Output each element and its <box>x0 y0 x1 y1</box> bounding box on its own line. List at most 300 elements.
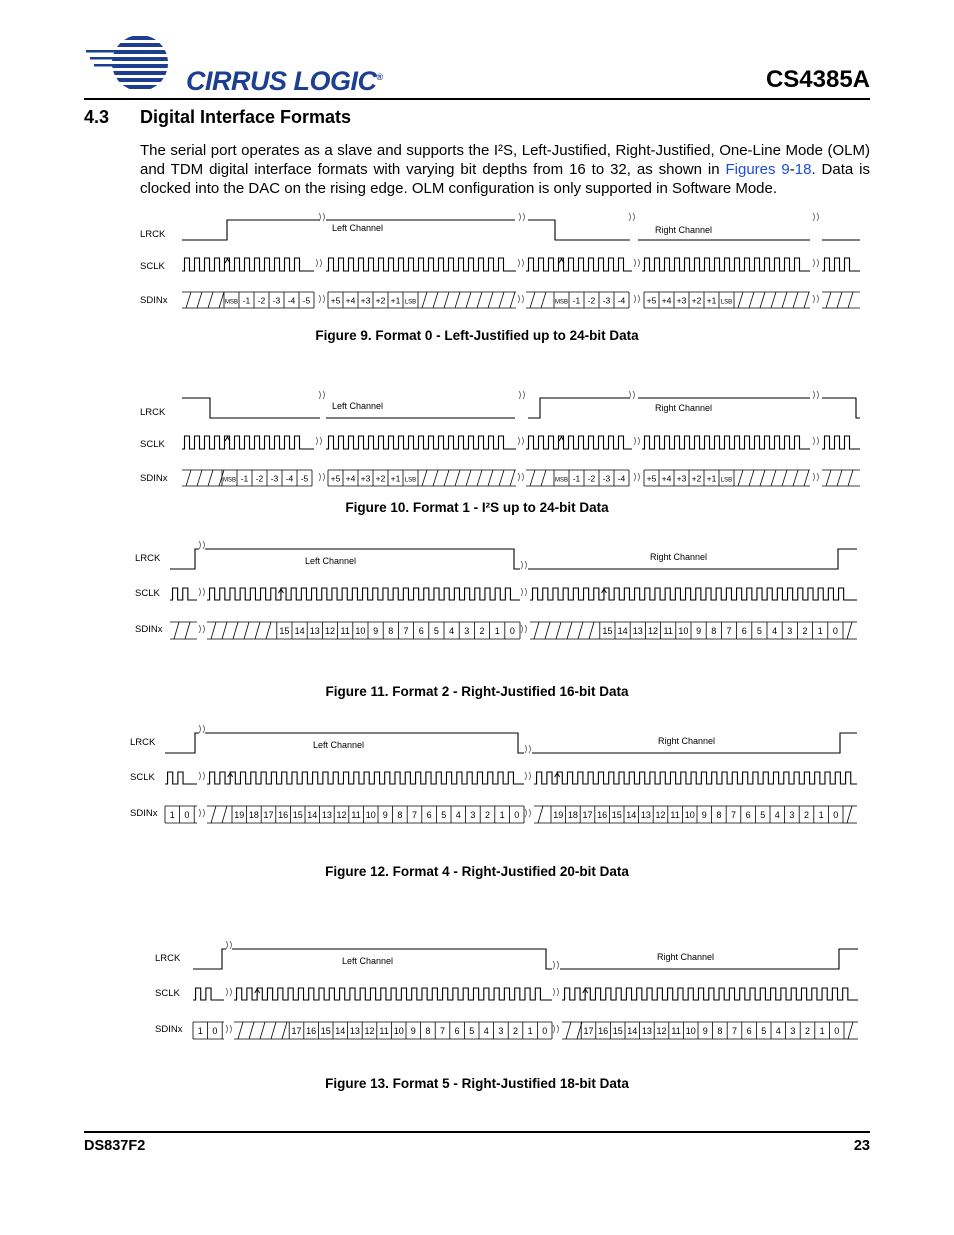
right-channel-label: Right Channel <box>657 952 715 962</box>
dont-care-hatch <box>771 470 776 486</box>
break-mark <box>319 391 325 399</box>
dont-care-hatch <box>545 622 550 639</box>
dont-care-hatch <box>578 622 583 639</box>
data-bit-label: 5 <box>441 810 447 820</box>
data-bit-label: +1 <box>706 473 717 484</box>
data-bit-label: -3 <box>270 473 279 484</box>
part-number: CS4385A <box>765 66 870 93</box>
data-bit-label: +4 <box>345 473 356 484</box>
left-channel-label: Left Channel <box>313 740 365 750</box>
right-channel-label: Right Channel <box>658 736 716 746</box>
sclk-waveform <box>170 588 197 600</box>
break-mark <box>199 772 205 780</box>
break-mark <box>629 213 635 221</box>
sclk-waveform <box>530 588 857 600</box>
data-bit-label: 8 <box>425 1026 431 1036</box>
dont-care-hatch <box>282 1022 287 1039</box>
sclk-waveform <box>822 436 860 449</box>
data-bit-label: 3 <box>470 810 476 820</box>
dont-care-hatch <box>186 470 191 486</box>
figure-11-timing-diagram <box>125 540 870 645</box>
figures-link-end[interactable]: 18 <box>794 161 812 178</box>
data-bit-label: 2 <box>803 810 810 820</box>
data-bit-label: 1 <box>817 626 823 636</box>
lrck-waveform <box>193 949 226 969</box>
data-bit-label: 0 <box>184 810 190 820</box>
data-bit-label: 9 <box>702 1026 708 1036</box>
data-bit-label: 8 <box>711 626 717 636</box>
break-mark <box>525 809 531 817</box>
data-bit-label: +3 <box>676 295 687 306</box>
break-mark <box>553 988 559 996</box>
globe-logo-icon <box>84 34 188 92</box>
dont-care-hatch <box>847 622 852 639</box>
data-bit-label: 7 <box>726 626 732 636</box>
sclk-waveform <box>526 436 632 449</box>
lrck-label: LRCK <box>140 407 166 418</box>
data-bit-label: 17 <box>583 1026 594 1036</box>
data-bit-label: 9 <box>410 1026 416 1036</box>
data-bit-label: 6 <box>426 810 432 820</box>
break-mark <box>634 437 640 445</box>
data-bit-label: 4 <box>483 1026 489 1036</box>
data-bit-label: 0 <box>509 626 515 636</box>
data-bit-label: -1 <box>242 295 251 306</box>
dont-care-hatch <box>422 470 427 486</box>
data-bit-label: 4 <box>449 626 455 636</box>
break-mark <box>553 1025 559 1033</box>
data-bit-label: 12 <box>647 626 659 636</box>
break-mark <box>629 391 635 399</box>
dont-care-hatch <box>260 1022 265 1039</box>
dont-care-hatch <box>422 292 427 308</box>
lrck-label: LRCK <box>135 553 161 564</box>
lrck-waveform <box>528 398 630 418</box>
left-channel-label: Left Channel <box>305 556 357 566</box>
data-bit-label: 3 <box>498 1026 504 1036</box>
data-bit-label: 11 <box>379 1026 389 1036</box>
break-mark <box>518 259 524 267</box>
sclk-label: SCLK <box>130 772 155 783</box>
data-bit-label: 5 <box>756 626 762 636</box>
data-bit-label: -1 <box>240 473 249 484</box>
data-bit-label: 0 <box>834 1026 840 1036</box>
dont-care-hatch <box>589 622 594 639</box>
break-mark <box>226 941 232 949</box>
break-mark <box>319 213 325 221</box>
data-bit-label: 1 <box>818 810 824 820</box>
sclk-label: SCLK <box>135 588 160 599</box>
data-bit-label: 6 <box>746 1026 752 1036</box>
data-bit-label: 3 <box>790 1026 796 1036</box>
paragraph-text-a: The serial port operates as a slave and supports the I²S, Left-Justified, Right-Justified, One-Line Mode (OLM) and TDM digital interface formats with varying bit depths from 16 to 32, as shown in <box>140 142 870 178</box>
data-bit-label: 9 <box>382 810 388 820</box>
dont-care-hatch <box>266 622 271 639</box>
data-bit-label: 1 <box>169 810 175 820</box>
figure-9-caption: Figure 9. Format 0 - Left-Justified up to 24-bit Data <box>315 328 639 343</box>
dont-care-hatch <box>499 292 504 308</box>
data-bit-label: +5 <box>646 295 657 306</box>
data-bit-label: 10 <box>678 626 689 636</box>
data-bit-label: 11 <box>671 1026 681 1036</box>
data-bit-label: 10 <box>684 810 695 820</box>
break-mark <box>199 625 205 633</box>
data-bit-label: 14 <box>626 810 637 820</box>
figure-12-timing-diagram <box>125 724 870 829</box>
data-bit-label: 2 <box>802 626 808 636</box>
data-bit-label: 13 <box>640 810 651 820</box>
break-mark <box>316 259 322 267</box>
document-id: DS837F2 <box>84 1138 146 1154</box>
data-bit-label: 15 <box>279 626 290 636</box>
dont-care-hatch <box>477 470 482 486</box>
data-bit-label: 16 <box>306 1026 317 1036</box>
lrck-waveform <box>170 549 199 569</box>
dont-care-hatch <box>566 1022 571 1039</box>
dont-care-hatch <box>455 292 460 308</box>
data-bit-label: 2 <box>484 810 491 820</box>
dont-care-hatch <box>848 1022 853 1039</box>
break-mark <box>226 1025 232 1033</box>
data-bit-label: 14 <box>294 626 305 636</box>
data-bit-label: 14 <box>617 626 628 636</box>
data-bit-label: 14 <box>335 1026 346 1036</box>
sclk-waveform <box>326 258 516 271</box>
sclk-waveform <box>193 988 224 1000</box>
lrck-label: LRCK <box>130 737 156 748</box>
lrck-waveform <box>205 733 524 753</box>
data-bit-label: 12 <box>324 626 336 636</box>
data-bit-label: 0 <box>514 810 520 820</box>
data-bit-label: 2 <box>479 626 485 636</box>
data-bit-label: 8 <box>716 810 722 820</box>
data-bit-label: 10 <box>393 1026 404 1036</box>
data-bit-label: 16 <box>278 810 289 820</box>
data-bit-label: 17 <box>582 810 593 820</box>
data-bit-label: 11 <box>351 810 361 820</box>
data-bit-label: 13 <box>641 1026 652 1036</box>
dont-care-hatch <box>233 622 238 639</box>
data-bit-label: MSB <box>222 477 237 484</box>
data-bit-label: +1 <box>390 473 401 484</box>
break-mark <box>553 961 559 969</box>
data-bit-label: 8 <box>397 810 403 820</box>
dont-care-hatch <box>738 470 743 486</box>
data-bit-label: 13 <box>349 1026 360 1036</box>
data-bit-label: 15 <box>292 810 303 820</box>
lrck-waveform <box>528 220 630 240</box>
data-bit-label: +3 <box>676 473 687 484</box>
data-bit-label: 5 <box>433 626 439 636</box>
dont-care-hatch <box>793 470 798 486</box>
dont-care-hatch <box>826 292 831 308</box>
dont-care-hatch <box>804 292 809 308</box>
data-bit-label: LSB <box>720 299 733 306</box>
data-bit-label: 12 <box>656 1026 667 1036</box>
dont-care-hatch <box>466 470 471 486</box>
dont-care-hatch <box>466 292 471 308</box>
data-bit-label: 3 <box>464 626 470 636</box>
data-bit-label: 4 <box>775 1026 781 1036</box>
dont-care-hatch <box>208 292 213 308</box>
data-bit-label: -2 <box>257 295 266 306</box>
data-bit-label: 7 <box>439 1026 446 1036</box>
break-mark <box>518 473 524 481</box>
dont-care-hatch <box>208 470 213 486</box>
sclk-waveform <box>526 258 632 271</box>
dont-care-hatch <box>249 1022 254 1039</box>
data-bit-label: 1 <box>527 1026 533 1036</box>
data-bit-label: 5 <box>761 1026 767 1036</box>
break-mark <box>634 295 640 303</box>
right-channel-label: Right Channel <box>655 225 713 235</box>
dont-care-hatch <box>738 292 743 308</box>
data-bit-label: 19 <box>234 810 245 820</box>
lrck-label: LRCK <box>140 229 166 240</box>
data-bit-label: 12 <box>336 810 347 820</box>
lrck-waveform <box>182 220 320 240</box>
sclk-waveform <box>822 258 860 271</box>
dont-care-hatch <box>197 292 202 308</box>
break-mark <box>813 437 819 445</box>
data-bit-label: 0 <box>833 810 839 820</box>
dont-care-hatch <box>848 292 853 308</box>
break-mark <box>199 725 205 733</box>
data-bit-label: -4 <box>285 473 294 484</box>
lrck-waveform <box>205 549 520 569</box>
figures-link-separator: - <box>789 161 795 178</box>
data-bit-label: 13 <box>321 810 332 820</box>
sclk-waveform <box>182 436 314 449</box>
data-bit-label: 1 <box>819 1026 825 1036</box>
footer-rule <box>84 1131 870 1133</box>
sclk-waveform <box>234 988 552 1000</box>
sdin-label: SDINx <box>155 1024 183 1035</box>
left-channel-label: Left Channel <box>332 401 384 411</box>
break-mark <box>199 541 205 549</box>
dont-care-hatch <box>211 622 216 639</box>
break-mark <box>316 437 322 445</box>
dont-care-hatch <box>222 806 227 823</box>
data-bit-label: +3 <box>360 473 371 484</box>
dont-care-hatch <box>538 806 543 823</box>
data-bit-label: 6 <box>741 626 747 636</box>
data-bit-label: 15 <box>612 1026 623 1036</box>
dont-care-hatch <box>510 470 515 486</box>
dont-care-hatch <box>433 292 438 308</box>
left-channel-label: Left Channel <box>342 956 394 966</box>
data-bit-label: MSB <box>554 477 569 484</box>
dont-care-hatch <box>749 292 754 308</box>
data-bit-label: 16 <box>597 810 608 820</box>
break-mark <box>634 473 640 481</box>
data-bit-label: 8 <box>388 626 394 636</box>
brand-wordmark: CIRRUS LOGIC® <box>186 66 383 96</box>
dont-care-hatch <box>444 292 449 308</box>
sclk-waveform <box>207 588 520 600</box>
data-bit-label: 15 <box>602 626 613 636</box>
data-bit-label: 9 <box>696 626 702 636</box>
dont-care-hatch <box>837 292 842 308</box>
lrck-waveform <box>165 733 199 753</box>
brand-name: CIRRUS LOGIC <box>186 66 377 96</box>
break-mark <box>521 588 527 596</box>
data-bit-label: 16 <box>598 1026 609 1036</box>
dont-care-hatch <box>782 292 787 308</box>
data-bit-label: -5 <box>302 295 311 306</box>
data-bit-label: -3 <box>272 295 281 306</box>
data-bit-label: 5 <box>760 810 766 820</box>
data-bit-label: 11 <box>670 810 680 820</box>
break-mark <box>319 473 325 481</box>
data-bit-label: -2 <box>587 473 596 484</box>
dont-care-hatch <box>197 470 202 486</box>
lrck-waveform <box>182 398 320 418</box>
lrck-waveform <box>822 398 860 418</box>
dont-care-hatch <box>541 470 546 486</box>
data-bit-label: 7 <box>730 810 737 820</box>
data-bit-label: 14 <box>307 810 318 820</box>
dont-care-hatch <box>219 292 224 308</box>
dont-care-hatch <box>749 470 754 486</box>
data-bit-label: 17 <box>291 1026 302 1036</box>
data-bit-label: 13 <box>632 626 643 636</box>
data-bit-label: -4 <box>617 473 626 484</box>
data-bit-label: 11 <box>340 626 350 636</box>
dont-care-hatch <box>238 1022 243 1039</box>
break-mark <box>813 391 819 399</box>
dont-care-hatch <box>541 292 546 308</box>
data-bit-label: 9 <box>701 810 707 820</box>
data-bit-label: +2 <box>375 295 386 306</box>
dont-care-hatch <box>826 470 831 486</box>
figure-13-timing-diagram <box>150 940 870 1045</box>
section-title: Digital Interface Formats <box>140 107 352 127</box>
data-bit-label: 2 <box>804 1026 811 1036</box>
left-channel-label: Left Channel <box>332 223 384 233</box>
data-bit-label: 4 <box>772 626 778 636</box>
data-bit-label: 0 <box>212 1026 218 1036</box>
sclk-waveform <box>165 772 197 784</box>
data-bit-label: 17 <box>263 810 274 820</box>
data-bit-label: -2 <box>255 473 264 484</box>
data-bit-label: LSB <box>404 299 417 306</box>
data-bit-label: 5 <box>469 1026 475 1036</box>
data-bit-label: 10 <box>355 626 366 636</box>
break-mark <box>319 295 325 303</box>
data-bit-label: -3 <box>602 295 611 306</box>
dont-care-hatch <box>477 292 482 308</box>
data-bit-label: 0 <box>832 626 838 636</box>
data-bit-label: -4 <box>617 295 626 306</box>
figure-11-caption: Figure 11. Format 2 - Right-Justified 16-bit Data <box>325 684 629 699</box>
dont-care-hatch <box>222 622 227 639</box>
data-bit-label: +4 <box>661 295 672 306</box>
dont-care-hatch <box>771 292 776 308</box>
data-bit-label: 8 <box>717 1026 723 1036</box>
dont-care-hatch <box>530 292 535 308</box>
figure-10-timing-diagram <box>130 390 870 495</box>
data-bit-label: +5 <box>330 473 341 484</box>
dont-care-hatch <box>255 622 260 639</box>
sclk-waveform <box>642 258 810 271</box>
dont-care-hatch <box>444 470 449 486</box>
data-bit-label: 6 <box>454 1026 460 1036</box>
data-bit-label: +2 <box>691 473 702 484</box>
dont-care-hatch <box>455 470 460 486</box>
lrck-label: LRCK <box>155 953 181 964</box>
data-bit-label: 7 <box>731 1026 738 1036</box>
dont-care-hatch <box>488 292 493 308</box>
data-bit-label: 14 <box>627 1026 638 1036</box>
data-bit-label: +4 <box>345 295 356 306</box>
page-number: 23 <box>853 1138 870 1154</box>
data-bit-label: 2 <box>512 1026 519 1036</box>
dont-care-hatch <box>510 292 515 308</box>
break-mark <box>199 588 205 596</box>
dont-care-hatch <box>530 470 535 486</box>
data-bit-label: 18 <box>567 810 578 820</box>
data-bit-label: 10 <box>365 810 376 820</box>
data-bit-label: 4 <box>455 810 461 820</box>
data-bit-label: 4 <box>774 810 780 820</box>
break-mark <box>634 259 640 267</box>
dont-care-hatch <box>847 806 852 823</box>
dont-care-hatch <box>433 470 438 486</box>
figures-link-start[interactable]: Figures 9 <box>725 161 790 178</box>
sdin-label: SDINx <box>135 624 163 635</box>
sdin-label: SDINx <box>140 295 168 306</box>
data-bit-label: 0 <box>542 1026 548 1036</box>
figure-12-caption: Figure 12. Format 4 - Right-Justified 20-bit Data <box>325 864 629 879</box>
break-mark <box>199 809 205 817</box>
break-mark <box>519 391 525 399</box>
dont-care-hatch <box>837 470 842 486</box>
right-channel-label: Right Channel <box>650 552 708 562</box>
data-bit-label: LSB <box>404 477 417 484</box>
sdin-label: SDINx <box>140 473 168 484</box>
data-bit-label: 6 <box>745 810 751 820</box>
break-mark <box>518 437 524 445</box>
dont-care-hatch <box>488 470 493 486</box>
dont-care-hatch <box>244 622 249 639</box>
data-bit-label: 15 <box>611 810 622 820</box>
sclk-label: SCLK <box>140 261 165 272</box>
data-bit-label: 15 <box>320 1026 331 1036</box>
section-paragraph <box>140 141 870 198</box>
paragraph-text-b: . Data is clocked into the DAC on the rising edge. OLM configuration is only supported in Software Mode. <box>140 161 870 197</box>
sclk-waveform <box>534 772 857 784</box>
dont-care-hatch <box>567 622 572 639</box>
header-rule <box>84 98 870 100</box>
data-bit-label: 7 <box>411 810 418 820</box>
dont-care-hatch <box>760 470 765 486</box>
sclk-waveform <box>182 258 314 271</box>
dont-care-hatch <box>499 470 504 486</box>
data-bit-label: +1 <box>706 295 717 306</box>
data-bit-label: +1 <box>390 295 401 306</box>
sclk-waveform <box>207 772 524 784</box>
data-bit-label: 13 <box>309 626 320 636</box>
data-bit-label: 11 <box>663 626 673 636</box>
dont-care-hatch <box>556 622 561 639</box>
dont-care-hatch <box>174 622 179 639</box>
data-bit-label: 1 <box>197 1026 203 1036</box>
break-mark <box>813 473 819 481</box>
figure-13-caption: Figure 13. Format 5 - Right-Justified 18-bit Data <box>325 1076 629 1091</box>
right-channel-label: Right Channel <box>655 403 713 413</box>
data-bit-label: MSB <box>224 299 239 306</box>
